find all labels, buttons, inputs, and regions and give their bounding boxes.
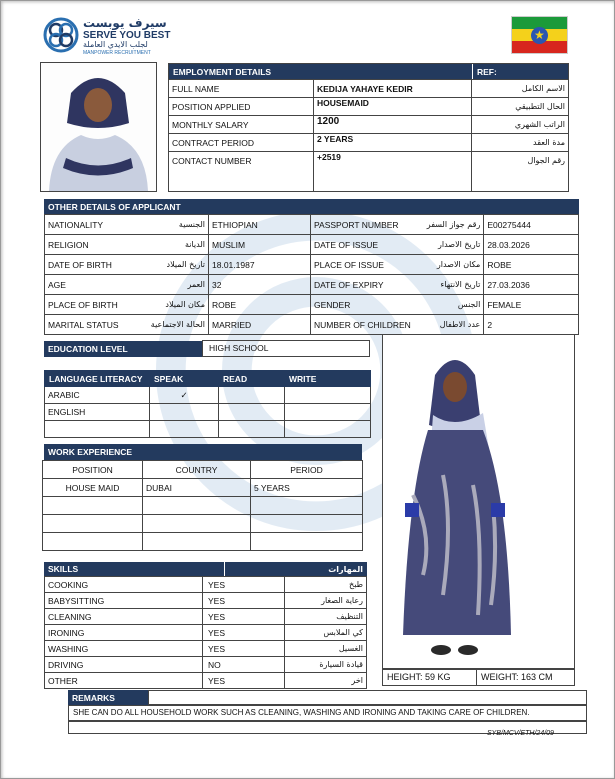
field-value: 32	[209, 275, 311, 295]
footer-code: SYB/MCV/ETH/24/09	[487, 730, 554, 737]
field-label-ar: تاريخ الاصدار	[414, 235, 484, 255]
remarks-text: SHE CAN DO ALL HOUSEHOLD WORK SUCH AS CLEANING, WASHING AND IRONING AND TAKING CARE OF CHILDREN.	[68, 705, 587, 721]
other-details-header: OTHER DETAILS OF APPLICANT	[44, 199, 579, 214]
work-position	[43, 497, 143, 515]
write-check	[285, 404, 371, 421]
work-period: 5 YEARS	[251, 479, 363, 497]
field-value: +2519	[314, 152, 472, 192]
table-row	[45, 404, 371, 421]
table-row	[43, 497, 363, 515]
skill-name: IRONING	[45, 625, 203, 641]
field-value: HOUSEMAID	[314, 98, 472, 116]
work-period	[251, 515, 363, 533]
field-label: MARITAL STATUS	[45, 315, 135, 335]
table-row	[169, 152, 569, 192]
field-label: GENDER	[311, 295, 414, 315]
table-row	[45, 609, 367, 625]
field-label: DATE OF BIRTH	[45, 255, 135, 275]
work-experience-header: WORK EXPERIENCE	[44, 444, 362, 460]
work-country	[143, 533, 251, 551]
field-value: ROBE	[209, 295, 311, 315]
table-row	[45, 641, 367, 657]
field-label: NUMBER OF CHILDREN	[311, 315, 414, 335]
table-row	[43, 461, 363, 479]
applicant-photo-full	[382, 334, 575, 669]
field-value: 2	[484, 315, 579, 335]
field-label-ar: العمر	[135, 275, 209, 295]
work-position	[43, 533, 143, 551]
read-check	[219, 421, 285, 438]
field-label-ar: رقم جواز السفر	[414, 215, 484, 235]
table-row	[45, 421, 371, 438]
work-country	[143, 497, 251, 515]
skill-name: DRIVING	[45, 657, 203, 673]
table-row	[169, 98, 569, 116]
weight-value: WEIGHT: 163 CM	[481, 672, 553, 682]
field-label-ar: تاريخ الميلاد	[135, 255, 209, 275]
table-row	[169, 116, 569, 134]
work-position: HOUSE MAID	[43, 479, 143, 497]
skill-name-ar: رعاية الصغار	[285, 593, 367, 609]
read-check	[219, 387, 285, 404]
skill-name-ar: طبخ	[285, 577, 367, 593]
language-name: ENGLISH	[45, 404, 150, 421]
skill-value: YES	[203, 641, 285, 657]
table-row	[45, 255, 579, 275]
table-row	[45, 387, 371, 404]
col-header: WRITE	[285, 371, 371, 387]
write-check	[285, 387, 371, 404]
table-row	[169, 134, 569, 152]
field-label-ar: الجنس	[414, 295, 484, 315]
table-row	[45, 593, 367, 609]
table-row	[43, 515, 363, 533]
field-label: CONTACT NUMBER	[169, 152, 314, 192]
col-header: PERIOD	[251, 461, 363, 479]
skill-name-ar: قيادة السيارة	[285, 657, 367, 673]
field-value: 28.03.2026	[484, 235, 579, 255]
field-label-ar: الحال التطبيقي	[472, 98, 569, 116]
field-label-ar: عدد الاطفال	[414, 315, 484, 335]
field-label: PASSPORT NUMBER	[311, 215, 414, 235]
field-value: 18.01.1987	[209, 255, 311, 275]
employment-details-box	[168, 63, 569, 192]
field-value: FEMALE	[484, 295, 579, 315]
ref-label: REF:	[473, 64, 568, 79]
table-row	[45, 295, 579, 315]
field-label: CONTRACT PERIOD	[169, 134, 314, 152]
skill-value: YES	[203, 609, 285, 625]
field-value: 2 YEARS	[314, 134, 472, 152]
speak-check	[150, 404, 219, 421]
skills-header: SKILLS	[44, 562, 224, 576]
field-label-ar: الحالة الاجتماعية	[135, 315, 209, 335]
table-row	[43, 479, 363, 497]
brand-name: SERVE YOU BEST	[83, 30, 171, 41]
table-row	[45, 657, 367, 673]
education-value: HIGH SCHOOL	[202, 340, 370, 357]
read-check	[219, 404, 285, 421]
education-label: EDUCATION LEVEL	[44, 341, 202, 357]
field-label: DATE OF ISSUE	[311, 235, 414, 255]
field-label: FULL NAME	[169, 80, 314, 98]
field-label: DATE OF EXPIRY	[311, 275, 414, 295]
table-row	[45, 315, 579, 335]
col-header: SPEAK	[150, 371, 219, 387]
field-label-ar: مكان الاصدار	[414, 255, 484, 275]
skill-value: YES	[203, 625, 285, 641]
skill-name: CLEANING	[45, 609, 203, 625]
field-label-ar: الراتب الشهري	[472, 116, 569, 134]
field-value: 1200	[314, 116, 472, 134]
measurements-row	[382, 669, 575, 686]
field-value: MARRIED	[209, 315, 311, 335]
skill-name-ar: كي الملابس	[285, 625, 367, 641]
skill-value: NO	[203, 657, 285, 673]
field-label: AGE	[45, 275, 135, 295]
work-country: DUBAI	[143, 479, 251, 497]
table-row	[45, 275, 579, 295]
table-row	[169, 80, 569, 98]
table-row	[43, 533, 363, 551]
work-experience-table	[42, 460, 363, 551]
write-check	[285, 421, 371, 438]
col-header: COUNTRY	[143, 461, 251, 479]
field-value: MUSLIM	[209, 235, 311, 255]
brand-arabic-sub: لجلب الايدي العاملة	[83, 40, 148, 49]
skill-name: OTHER	[45, 673, 203, 689]
skill-name-ar: اخر	[285, 673, 367, 689]
field-label-ar: مكان الميلاد	[135, 295, 209, 315]
work-period	[251, 497, 363, 515]
col-header: LANGUAGE LITERACY	[45, 371, 150, 387]
brand-sub: MANPOWER RECRUITMENT	[83, 50, 151, 56]
field-label-ar: الاسم الكامل	[472, 80, 569, 98]
skill-name: WASHING	[45, 641, 203, 657]
skill-value: YES	[203, 577, 285, 593]
table-row	[45, 371, 371, 387]
field-label: NATIONALITY	[45, 215, 135, 235]
work-position	[43, 515, 143, 533]
field-value: ROBE	[484, 255, 579, 275]
other-details-table	[44, 214, 579, 335]
work-period	[251, 533, 363, 551]
language-name	[45, 421, 150, 438]
field-value: KEDIJA YAHAYE KEDIR	[314, 80, 472, 98]
col-header: READ	[219, 371, 285, 387]
height-value: HEIGHT: 59 KG	[383, 670, 477, 685]
skills-table	[44, 576, 367, 689]
table-row	[45, 215, 579, 235]
table-row	[45, 235, 579, 255]
field-label: RELIGION	[45, 235, 135, 255]
field-label: PLACE OF BIRTH	[45, 295, 135, 315]
skill-value: YES	[203, 593, 285, 609]
field-value: 27.03.2036	[484, 275, 579, 295]
field-label: PLACE OF ISSUE	[311, 255, 414, 275]
speak-check: ✓	[150, 387, 219, 404]
skill-value: YES	[203, 673, 285, 689]
skills-header-ar: المهارات	[225, 562, 367, 576]
skill-name: COOKING	[45, 577, 203, 593]
applicant-photo-small	[40, 62, 157, 192]
field-label-ar: تاريخ الانتهاء	[414, 275, 484, 295]
logo-mark-icon	[43, 17, 79, 53]
field-label-ar: الديانة	[135, 235, 209, 255]
field-value: ETHIOPIAN	[209, 215, 311, 235]
field-label: MONTHLY SALARY	[169, 116, 314, 134]
employment-header: EMPLOYMENT DETAILS	[169, 64, 472, 79]
table-row	[45, 577, 367, 593]
col-header: POSITION	[43, 461, 143, 479]
remarks-header: REMARKS	[68, 690, 148, 705]
remarks-header-fill	[148, 690, 587, 705]
field-label-ar: رقم الجوال	[472, 152, 569, 192]
table-row	[45, 673, 367, 689]
work-country	[143, 515, 251, 533]
speak-check	[150, 421, 219, 438]
field-value: E00275444	[484, 215, 579, 235]
field-label-ar: مدة العقد	[472, 134, 569, 152]
skill-name-ar: التنظيف	[285, 609, 367, 625]
skill-name-ar: الغسيل	[285, 641, 367, 657]
field-label-ar: الجنسية	[135, 215, 209, 235]
brand-arabic: سيرف يوبست	[83, 16, 167, 30]
table-row	[45, 625, 367, 641]
skill-name: BABYSITTING	[45, 593, 203, 609]
field-label: POSITION APPLIED	[169, 98, 314, 116]
ethiopia-flag-icon: ★	[511, 16, 568, 54]
language-table	[44, 370, 371, 438]
company-logo	[43, 16, 178, 58]
language-name: ARABIC	[45, 387, 150, 404]
